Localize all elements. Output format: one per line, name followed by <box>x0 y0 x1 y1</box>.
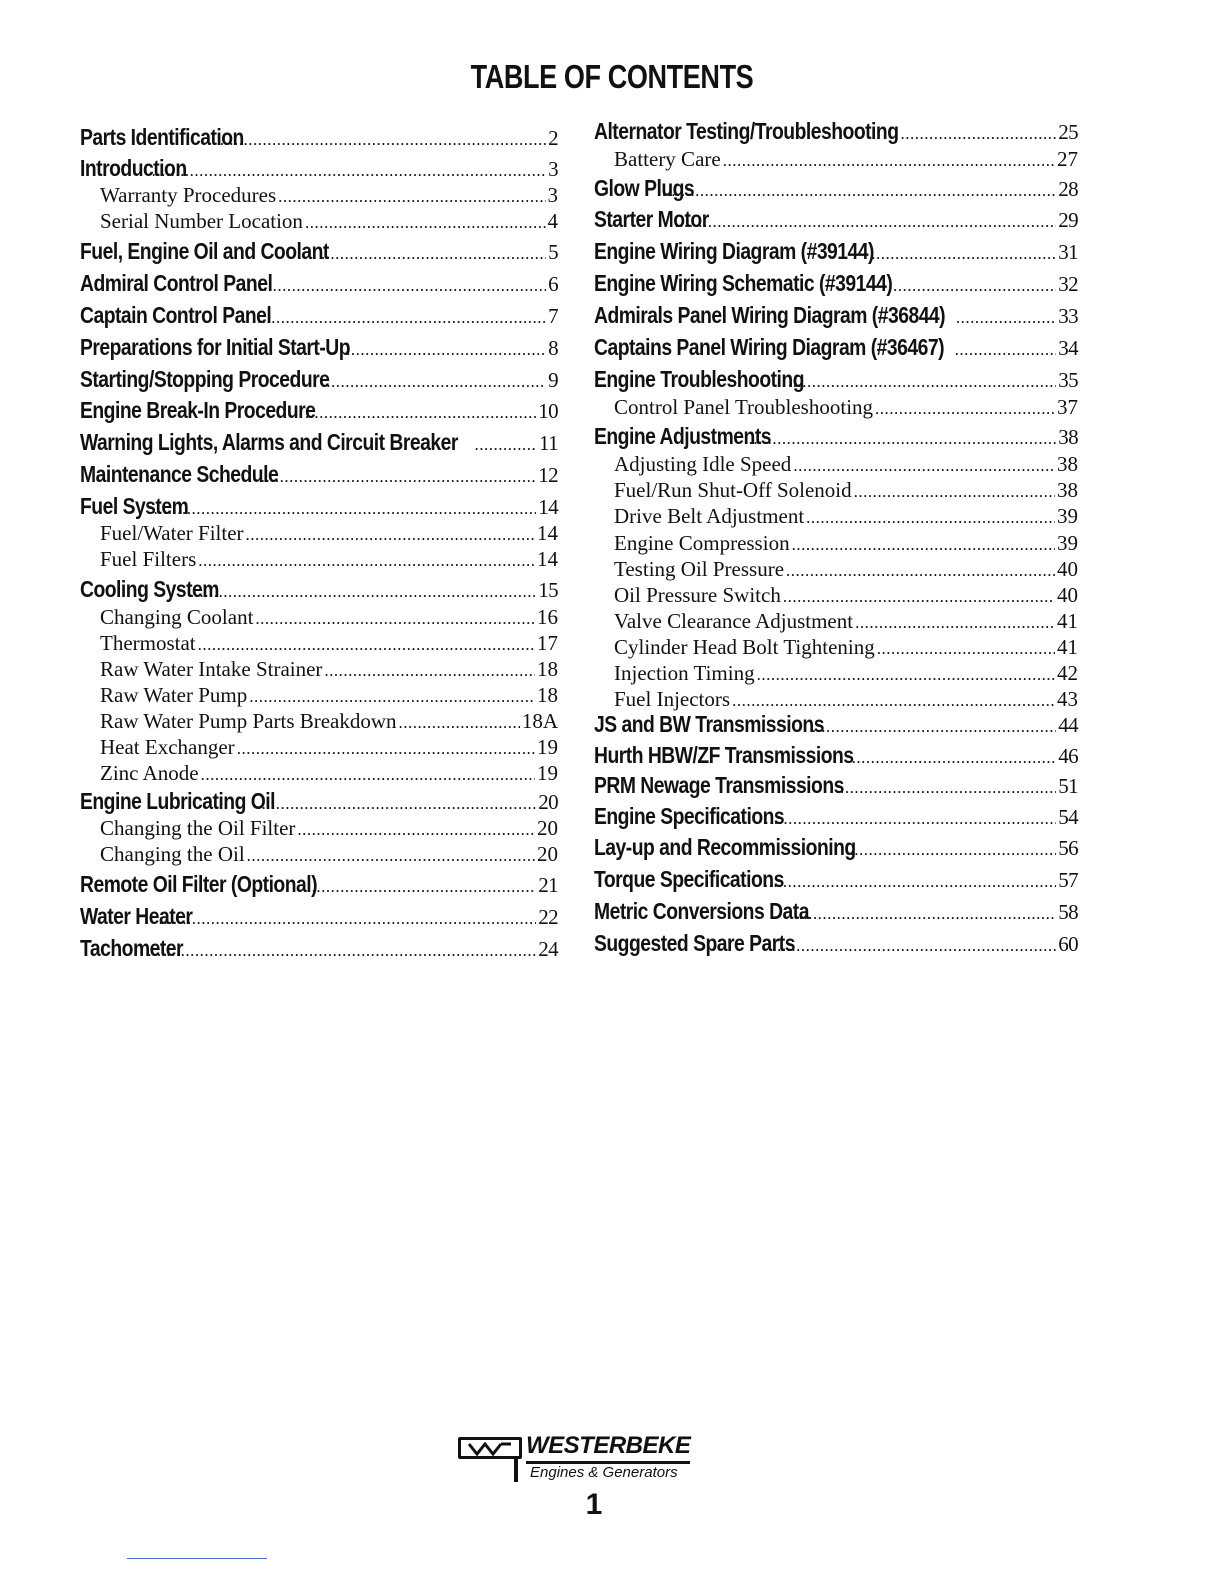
toc-entry <box>80 399 558 422</box>
toc-entry-title: Injection Timing <box>614 661 755 685</box>
toc-entry-page: 38 <box>1057 452 1078 476</box>
toc-entry-title: Zinc Anode <box>100 761 199 785</box>
logo-brand-name: WESTERBEKE <box>526 1432 690 1464</box>
toc-entry <box>594 868 1078 891</box>
toc-entry-title: Fuel System <box>80 493 189 519</box>
toc-entry-title: Captain Control Panel <box>80 302 272 328</box>
toc-entry-title: Fuel, Engine Oil and Coolant <box>80 238 329 264</box>
logo-emblem-icon <box>458 1437 522 1459</box>
toc-leader-dots <box>220 131 546 148</box>
toc-entry-title: Changing the Oil Filter <box>100 816 296 840</box>
toc-entry-title: Warranty Procedures <box>100 183 277 207</box>
toc-entry <box>80 905 558 928</box>
toc-entry-page: 41 <box>1057 635 1078 659</box>
toc-entry-page: 31 <box>1058 240 1078 264</box>
toc-entry-title: Changing Coolant <box>100 605 254 629</box>
toc-leader-dots <box>322 373 547 390</box>
toc-leader-dots <box>254 277 547 294</box>
toc-entry-title: JS and BW Transmissions <box>594 711 824 737</box>
toc-entry-page: 46 <box>1058 744 1078 768</box>
toc-entry <box>80 240 558 263</box>
toc-entry <box>80 711 558 732</box>
toc-entry-page: 24 <box>538 937 558 961</box>
logo-tagline: Engines & Generators <box>530 1464 678 1481</box>
toc-entry-page: 3 <box>548 157 558 181</box>
toc-entry <box>80 607 558 628</box>
toc-leader-dots <box>854 483 1055 500</box>
toc-entry <box>80 790 558 813</box>
toc-leader-dots <box>955 341 1057 358</box>
toc-entry <box>594 689 1078 710</box>
toc-leader-dots <box>147 942 536 959</box>
toc-entry-page: 54 <box>1058 805 1078 829</box>
toc-entry <box>594 637 1078 658</box>
toc-entry <box>80 685 558 706</box>
toc-leader-dots <box>757 666 1055 683</box>
toc-entry-title: Admiral Control Panel <box>80 270 273 296</box>
toc-entry <box>80 763 558 784</box>
toc-entry-page: 34 <box>1058 336 1078 360</box>
toc-entry-page: 40 <box>1057 557 1078 581</box>
toc-entry-page: 15 <box>538 578 558 602</box>
toc-leader-dots <box>237 740 535 757</box>
toc-entry-page: 16 <box>537 605 558 629</box>
toc-leader-dots <box>154 500 537 517</box>
toc-entry-title: Heat Exchanger <box>100 735 235 759</box>
toc-leader-dots <box>297 821 535 838</box>
toc-entry <box>594 149 1078 170</box>
toc-entry-title: Warning Lights, Alarms and Circuit Breaker <box>80 429 458 455</box>
toc-leader-dots <box>324 662 535 679</box>
toc-leader-dots <box>777 937 1056 954</box>
toc-entry-title: Fuel Injectors <box>614 687 731 711</box>
toc-entry-page: 10 <box>538 399 558 423</box>
toc-entry-page: 14 <box>538 495 558 519</box>
toc-entry-page: 19 <box>537 761 558 785</box>
toc-entry <box>80 549 558 570</box>
toc-entry-page: 20 <box>537 816 558 840</box>
toc-leader-dots <box>792 536 1055 553</box>
toc-entry-page: 33 <box>1058 304 1078 328</box>
toc-leader-dots <box>247 847 535 864</box>
toc-entry-page: 14 <box>537 521 558 545</box>
toc-entry-page: 38 <box>1057 478 1078 502</box>
toc-entry <box>594 120 1078 143</box>
toc-leader-dots <box>849 841 1056 858</box>
toc-entry-page: 29 <box>1058 208 1078 232</box>
toc-entry <box>594 506 1078 527</box>
toc-entry-page: 35 <box>1058 368 1078 392</box>
toc-leader-dots <box>871 245 1056 262</box>
toc-entry-title: Introduction <box>80 155 187 181</box>
toc-entry-page: 19 <box>537 735 558 759</box>
toc-entry-page: 20 <box>538 790 558 814</box>
toc-entry-page: 43 <box>1057 687 1078 711</box>
toc-entry-title: Engine Adjustments <box>594 423 771 449</box>
toc-entry-page: 41 <box>1057 609 1078 633</box>
toc-entry <box>80 272 558 295</box>
toc-entry-title: Suggested Spare Parts <box>594 930 795 956</box>
westerbeke-logo <box>458 1432 728 1492</box>
toc-entry <box>80 937 558 960</box>
toc-entry-title: Control Panel Troubleshooting <box>614 395 874 419</box>
toc-leader-dots <box>900 125 1056 142</box>
page-number: 1 <box>585 1488 603 1521</box>
toc-leader-dots <box>835 779 1056 796</box>
toc-entry <box>594 585 1078 606</box>
toc-entry <box>80 578 558 601</box>
toc-leader-dots <box>764 873 1056 890</box>
toc-entry-title: Admirals Panel Wiring Diagram (#36844) <box>594 302 946 328</box>
toc-entry-title: Battery Care <box>614 147 721 171</box>
toc-entry-page: 21 <box>538 873 558 897</box>
toc-entry <box>594 425 1078 448</box>
toc-entry-page: 3 <box>547 183 558 207</box>
toc-entry-title: Captains Panel Wiring Diagram (#36467) <box>594 334 945 360</box>
toc-entry <box>80 523 558 544</box>
toc-entry <box>594 304 1078 327</box>
toc-entry-title: Maintenance Schedule <box>80 461 279 487</box>
toc-entry <box>594 336 1078 359</box>
toc-entry-title: Drive Belt Adjustment <box>614 504 805 528</box>
toc-entry-page: 12 <box>538 463 558 487</box>
toc-leader-dots <box>749 430 1057 447</box>
toc-entry <box>594 932 1078 955</box>
toc-leader-dots <box>257 795 536 812</box>
toc-entry-page: 27 <box>1057 147 1078 171</box>
toc-entry-title: PRM Newage Transmissions <box>594 772 844 798</box>
toc-entry <box>594 744 1078 767</box>
toc-entry-title: Testing Oil Pressure <box>614 557 785 581</box>
toc-entry-title: Fuel/Water Filter <box>100 521 244 545</box>
toc-leader-dots <box>305 214 546 231</box>
toc-entry-page: 2 <box>548 126 558 150</box>
toc-entry <box>594 713 1078 736</box>
toc-leader-dots <box>812 718 1056 735</box>
toc-entry-page: 6 <box>548 272 558 296</box>
toc-entry <box>594 663 1078 684</box>
toc-entry-page: 32 <box>1058 272 1078 296</box>
toc-entry <box>80 633 558 654</box>
toc-leader-dots <box>246 526 535 543</box>
toc-entry-title: Serial Number Location <box>100 209 303 233</box>
toc-entry-title: Metric Conversions Data <box>594 898 809 924</box>
toc-entry <box>594 480 1078 501</box>
toc-entry <box>80 185 558 206</box>
toc-entry-title: Thermostat <box>100 631 196 655</box>
toc-entry-title: Changing the Oil <box>100 842 245 866</box>
toc-entry-page: 57 <box>1058 868 1078 892</box>
toc-leader-dots <box>190 583 536 600</box>
toc-leader-dots <box>278 188 545 205</box>
toc-entry-page: 18 <box>537 683 558 707</box>
toc-leader-dots <box>794 905 1056 922</box>
toc-entry <box>80 304 558 327</box>
toc-entry-title: Starter Motor <box>594 206 709 232</box>
toc-entry-page: 4 <box>547 209 558 233</box>
toc-entry <box>594 454 1078 475</box>
toc-leader-dots <box>675 213 1057 230</box>
toc-entry-title: Engine Lubricating Oil <box>80 788 276 814</box>
toc-entry <box>80 211 558 232</box>
toc-entry <box>80 368 558 391</box>
toc-entry <box>594 368 1078 391</box>
toc-entry <box>594 774 1078 797</box>
toc-entry-page: 9 <box>548 368 558 392</box>
toc-entry <box>80 737 558 758</box>
toc-entry <box>80 495 558 518</box>
toc-entry <box>80 126 558 149</box>
toc-entry-page: 17 <box>537 631 558 655</box>
toc-entry-title: Raw Water Pump <box>100 683 248 707</box>
toc-entry <box>594 533 1078 554</box>
toc-entry <box>80 431 558 454</box>
toc-leader-dots <box>877 640 1055 657</box>
toc-entry-title: Torque Specifications <box>594 866 784 892</box>
toc-leader-dots <box>657 182 1056 199</box>
toc-leader-dots <box>399 714 520 731</box>
toc-entry-title: Engine Compression <box>614 531 790 555</box>
toc-entry-title: Hurth HBW/ZF Transmissions <box>594 742 854 768</box>
toc-leader-dots <box>893 277 1056 294</box>
toc-entry-title: Adjusting Idle Speed <box>614 452 792 476</box>
toc-leader-dots <box>847 749 1056 766</box>
toc-entry-title: Valve Clearance Adjustment <box>614 609 854 633</box>
toc-entry-title: Tachometer <box>80 935 184 961</box>
toc-leader-dots <box>793 457 1055 474</box>
toc-entry-title: Fuel/Run Shut-Off Solenoid <box>614 478 852 502</box>
toc-entry <box>80 659 558 680</box>
toc-leader-dots <box>158 910 536 927</box>
toc-leader-dots <box>307 878 536 895</box>
toc-leader-dots <box>855 614 1055 631</box>
toc-entry-title: Engine Wiring Schematic (#39144) <box>594 270 893 296</box>
toc-entry-page: 7 <box>548 304 558 328</box>
toc-entry-page: 25 <box>1058 120 1078 144</box>
toc-entry-title: Parts Identification <box>80 124 244 150</box>
toc-entry <box>594 559 1078 580</box>
toc-entry-page: 22 <box>538 905 558 929</box>
toc-entry-page: 20 <box>537 842 558 866</box>
toc-entry <box>594 272 1078 295</box>
toc-entry-page: 37 <box>1057 395 1078 419</box>
toc-leader-dots <box>764 810 1056 827</box>
toc-entry-title: Engine Troubleshooting <box>594 366 805 392</box>
toc-leader-dots <box>875 400 1055 417</box>
toc-leader-dots <box>346 341 546 358</box>
toc-entry-title: Fuel Filters <box>100 547 197 571</box>
toc-leader-dots <box>252 309 546 326</box>
toc-entry-title: Alternator Testing/Troubleshooting <box>594 118 899 144</box>
toc-entry <box>594 611 1078 632</box>
toc-leader-dots <box>723 152 1055 169</box>
toc-entry-title: Cylinder Head Bolt Tightening <box>614 635 875 659</box>
page-title: TABLE OF CONTENTS <box>470 58 754 95</box>
toc-leader-dots <box>956 309 1056 326</box>
toc-entry-page: 56 <box>1058 836 1078 860</box>
toc-entry-page: 60 <box>1058 932 1078 956</box>
toc-leader-dots <box>249 688 535 705</box>
toc-leader-dots <box>198 552 535 569</box>
toc-entry-page: 58 <box>1058 900 1078 924</box>
toc-entry-page: 51 <box>1058 774 1078 798</box>
toc-entry-page: 38 <box>1058 425 1078 449</box>
toc-leader-dots <box>786 562 1055 579</box>
toc-entry-title: Engine Break-In Procedure <box>80 397 316 423</box>
toc-leader-dots <box>152 162 547 179</box>
toc-entry <box>594 805 1078 828</box>
toc-entry-page: 40 <box>1057 583 1078 607</box>
toc-entry-page: 14 <box>537 547 558 571</box>
toc-entry <box>594 836 1078 859</box>
logo-stem <box>514 1456 518 1482</box>
toc-entry-title: Remote Oil Filter (Optional) <box>80 871 318 897</box>
toc-entry-page: 42 <box>1057 661 1078 685</box>
toc-entry-page: 39 <box>1057 531 1078 555</box>
toc-entry-page: 11 <box>538 431 558 455</box>
toc-entry-title: Water Heater <box>80 903 193 929</box>
toc-leader-dots <box>198 636 535 653</box>
toc-entry-title: Oil Pressure Switch <box>614 583 781 607</box>
toc-leader-dots <box>732 692 1055 709</box>
toc-entry <box>594 397 1078 418</box>
toc-entry-title: Raw Water Pump Parts Breakdown <box>100 709 397 733</box>
toc-entry <box>80 873 558 896</box>
toc-leader-dots <box>255 610 535 627</box>
toc-entry-title: Starting/Stopping Procedure <box>80 366 330 392</box>
toc-entry-page: 39 <box>1057 504 1078 528</box>
toc-leader-dots <box>806 509 1055 526</box>
toc-entry <box>594 177 1078 200</box>
toc-leader-dots <box>261 468 537 485</box>
toc-entry <box>80 336 558 359</box>
toc-entry-title: Cooling System <box>80 576 219 602</box>
toc-entry <box>594 208 1078 231</box>
toc-leader-dots <box>474 436 537 453</box>
toc-entry-page: 44 <box>1058 713 1078 737</box>
toc-entry-page: 18 <box>537 657 558 681</box>
toc-entry-page: 28 <box>1058 177 1078 201</box>
toc-entry <box>594 240 1078 263</box>
toc-leader-dots <box>788 373 1056 390</box>
toc-entry-title: Engine Wiring Diagram (#39144) <box>594 238 874 264</box>
toc-entry <box>80 463 558 486</box>
toc-entry <box>80 157 558 180</box>
toc-entry-title: Glow Plugs <box>594 175 695 201</box>
toc-leader-dots <box>783 588 1055 605</box>
toc-entry-title: Lay-up and Recommissioning <box>594 834 856 860</box>
toc-leader-dots <box>321 245 546 262</box>
toc-entry-title: Raw Water Intake Strainer <box>100 657 323 681</box>
toc-entry <box>80 818 558 839</box>
toc-entry-page: 5 <box>548 240 558 264</box>
toc-leader-dots <box>305 404 536 421</box>
toc-leader-dots <box>201 766 535 783</box>
toc-entry-page: 8 <box>548 336 558 360</box>
toc-entry <box>80 844 558 865</box>
toc-entry-title: Engine Specifications <box>594 803 785 829</box>
toc-entry-page: 18A <box>521 709 558 733</box>
footer-rule <box>127 1558 267 1559</box>
toc-entry <box>594 900 1078 923</box>
toc-entry-title: Preparations for Initial Start-Up <box>80 334 350 360</box>
